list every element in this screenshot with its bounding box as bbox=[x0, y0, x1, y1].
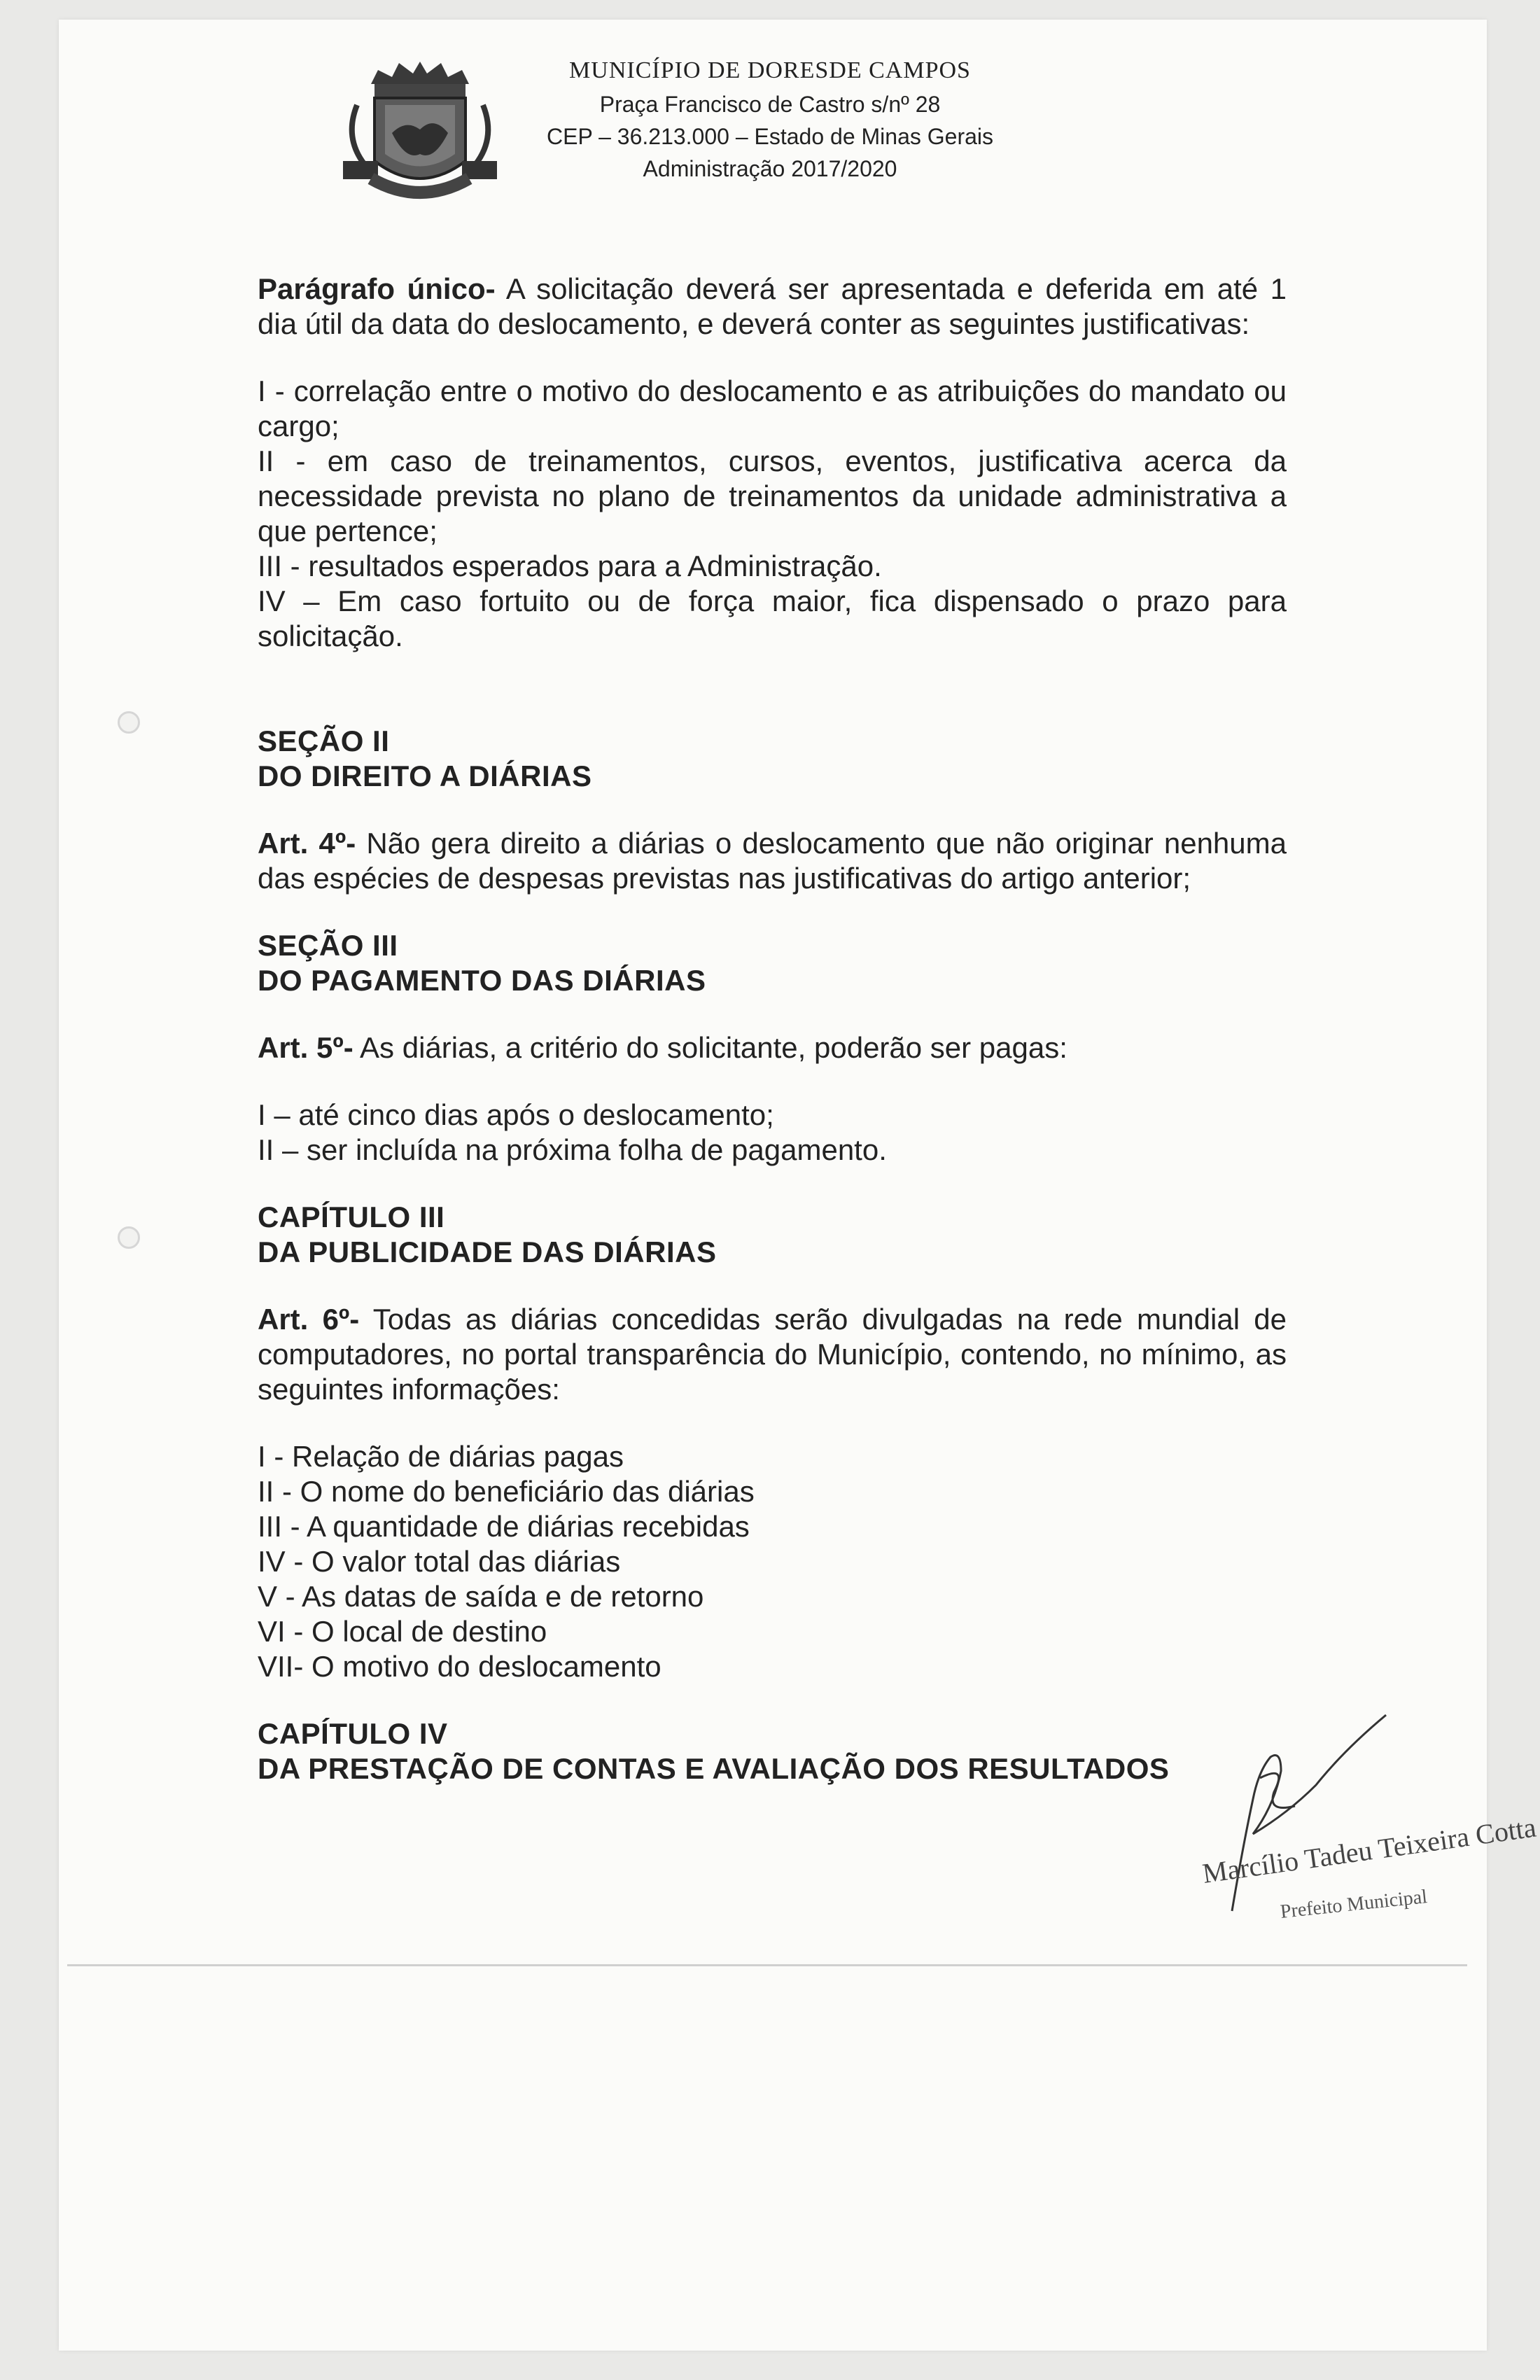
punch-hole bbox=[118, 711, 140, 734]
article-label: Art. 6º- bbox=[258, 1303, 360, 1336]
justificativa-item: I - correlação entre o motivo do deslocamento e as atribuições do mandato ou cargo; bbox=[258, 374, 1287, 442]
article-text: Todas as diárias concedidas serão divulgadas na rede mundial de computadores, no portal transparência do Município, contendo, no mínimo, as seguintes informações: bbox=[258, 1303, 1287, 1406]
art6-item: III - A quantidade de diárias recebidas bbox=[258, 1510, 750, 1543]
article-text: Não gera direito a diárias o deslocamento que não originar nenhuma das espécies de despesas previstas nas justificativas do artigo anterior; bbox=[258, 827, 1287, 895]
article-label: Art. 4º- bbox=[258, 827, 356, 860]
article-label: Art. 5º- bbox=[258, 1031, 354, 1064]
paragrafo-label: Parágrafo único- bbox=[258, 272, 496, 305]
art6-item: VI - O local de destino bbox=[258, 1615, 547, 1648]
section-title: SEÇÃO III bbox=[258, 929, 398, 962]
section-subtitle: DO DIREITO A DIÁRIAS bbox=[258, 760, 592, 792]
cep-line: CEP – 36.213.000 – Estado de Minas Gerais bbox=[546, 124, 994, 149]
punch-hole bbox=[118, 1226, 140, 1249]
municipal-seal-icon bbox=[329, 56, 511, 210]
justificativa-item: II - em caso de treinamentos, cursos, eventos, justificativa acerca da necessidade prevista no plano de treinamentos da unidade administrativa a que pertence; bbox=[258, 444, 1287, 547]
chapter-subtitle: DA PRESTAÇÃO DE CONTAS E AVALIAÇÃO DOS RESULTADOS bbox=[258, 1752, 1170, 1785]
art5-item: I – até cinco dias após o deslocamento; bbox=[258, 1098, 774, 1131]
chapter-title: CAPÍTULO IV bbox=[258, 1717, 448, 1750]
paragrafo-text: A solicitação deverá ser apresentada e deferida em até 1 dia útil da data do deslocamento, e deverá conter as seguintes justificativas: bbox=[258, 272, 1287, 340]
document-body bbox=[258, 272, 1287, 1786]
art6-item: II - O nome do beneficiário das diárias bbox=[258, 1475, 755, 1508]
letterhead bbox=[0, 0, 1540, 224]
justificativa-item: IV – Em caso fortuito ou de força maior, fica dispensado o prazo para solicitação. bbox=[258, 584, 1287, 652]
page-bottom-edge bbox=[67, 1964, 1467, 1966]
art6-item: VII- O motivo do deslocamento bbox=[258, 1650, 662, 1683]
article-5 bbox=[258, 1030, 1287, 1065]
art6-item: IV - O valor total das diárias bbox=[258, 1545, 621, 1578]
chapter-title: CAPÍTULO III bbox=[258, 1200, 445, 1233]
art6-item: V - As datas de saída e de retorno bbox=[258, 1580, 704, 1613]
municipality-name: MUNICÍPIO DE DORESDE CAMPOS bbox=[569, 57, 971, 83]
art5-item: II – ser incluída na próxima folha de pagamento. bbox=[258, 1133, 887, 1166]
article-4 bbox=[258, 826, 1287, 896]
article-text: As diárias, a critério do solicitante, poderão ser pagas: bbox=[353, 1031, 1068, 1064]
justificativa-item: III - resultados esperados para a Administração. bbox=[258, 550, 882, 582]
paragrafo-unico bbox=[258, 272, 1287, 342]
section-subtitle: DO PAGAMENTO DAS DIÁRIAS bbox=[258, 964, 706, 997]
mayor-signature-stamp bbox=[1176, 1708, 1539, 1932]
signature-role: Prefeito Municipal bbox=[1279, 1886, 1429, 1923]
section-title: SEÇÃO II bbox=[258, 724, 390, 757]
address-line: Praça Francisco de Castro s/nº 28 bbox=[599, 92, 941, 117]
chapter-subtitle: DA PUBLICIDADE DAS DIÁRIAS bbox=[258, 1236, 717, 1268]
article-6 bbox=[258, 1302, 1287, 1407]
administration-line: Administração 2017/2020 bbox=[643, 156, 897, 181]
art6-item: I - Relação de diárias pagas bbox=[258, 1440, 624, 1473]
signature-name: Marcílio Tadeu Teixeira Cotta bbox=[1200, 1811, 1539, 1889]
